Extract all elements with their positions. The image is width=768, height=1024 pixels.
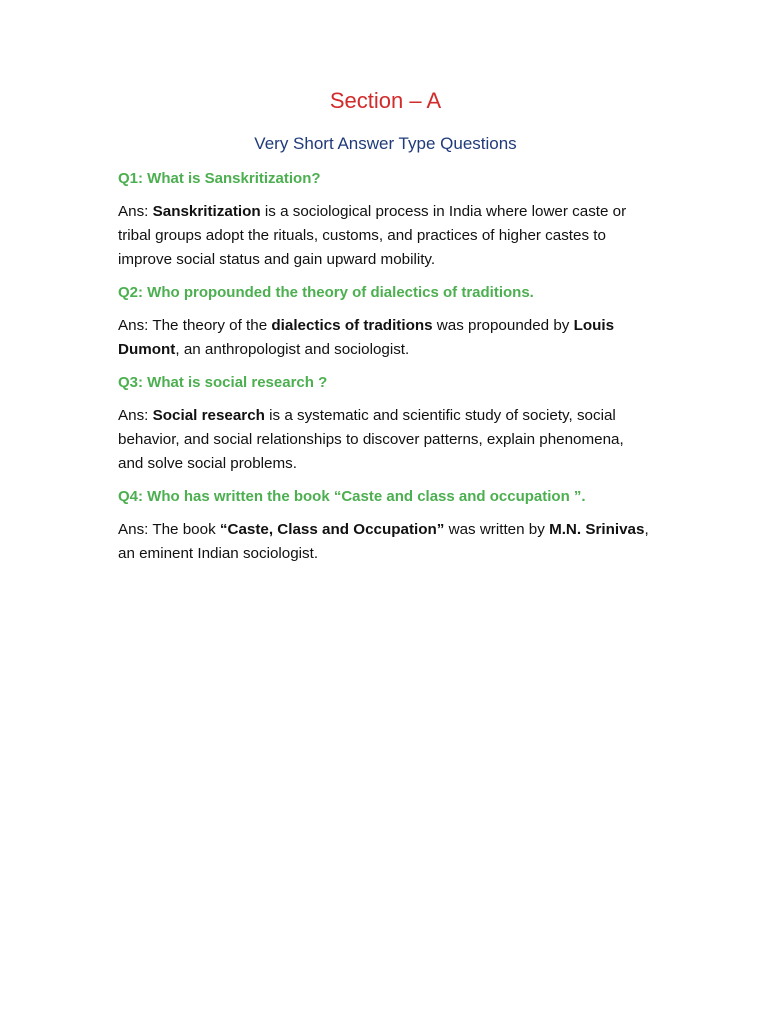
answer-2 bbox=[118, 314, 653, 362]
answer-4-part: was written by bbox=[444, 521, 550, 538]
answer-4-part: Ans: The book bbox=[118, 521, 220, 538]
question-3: Q3: What is social research ? bbox=[118, 374, 328, 391]
question-1: Q1: What is Sanskritization? bbox=[118, 170, 321, 187]
answer-2-term: dialectics of traditions bbox=[271, 317, 433, 334]
answer-1 bbox=[118, 200, 653, 272]
section-title: Section – A bbox=[329, 88, 442, 113]
answer-1-part: is a sociological process in India where lower caste or tribal groups adopt the rituals, customs, and practices of higher castes to improve social status and gain upward mobility. bbox=[118, 203, 627, 268]
section-subtitle: Very Short Answer Type Questions bbox=[254, 134, 517, 153]
document-page bbox=[118, 86, 653, 576]
question-2: Q2: Who propounded the theory of dialectics of traditions. bbox=[118, 284, 534, 301]
answer-2-part: was propounded by bbox=[432, 317, 574, 334]
answer-3-part: Ans: bbox=[118, 407, 153, 424]
answer-4-book-title: “Caste, Class and Occupation” bbox=[219, 521, 445, 538]
answer-3 bbox=[118, 404, 653, 476]
answer-3-part: is a systematic and scientific study of society, social behavior, and social relationships to discover patterns, explain phenomena, and solve social problems. bbox=[118, 407, 624, 472]
answer-4-author: M.N. Srinivas bbox=[549, 521, 645, 538]
answer-3-term: Social research bbox=[152, 407, 265, 424]
answer-1-term: Sanskritization bbox=[152, 203, 261, 220]
question-4: Q4: Who has written the book “Caste and class and occupation ”. bbox=[118, 488, 586, 505]
answer-2-part: Ans: The theory of the bbox=[118, 317, 272, 334]
answer-4 bbox=[118, 518, 653, 566]
answer-4-part: , an eminent Indian sociologist. bbox=[118, 521, 649, 562]
answer-1-part: Ans: bbox=[118, 203, 153, 220]
answer-2-author: Louis Dumont bbox=[118, 317, 615, 358]
answer-2-part: , an anthropologist and sociologist. bbox=[175, 341, 410, 358]
